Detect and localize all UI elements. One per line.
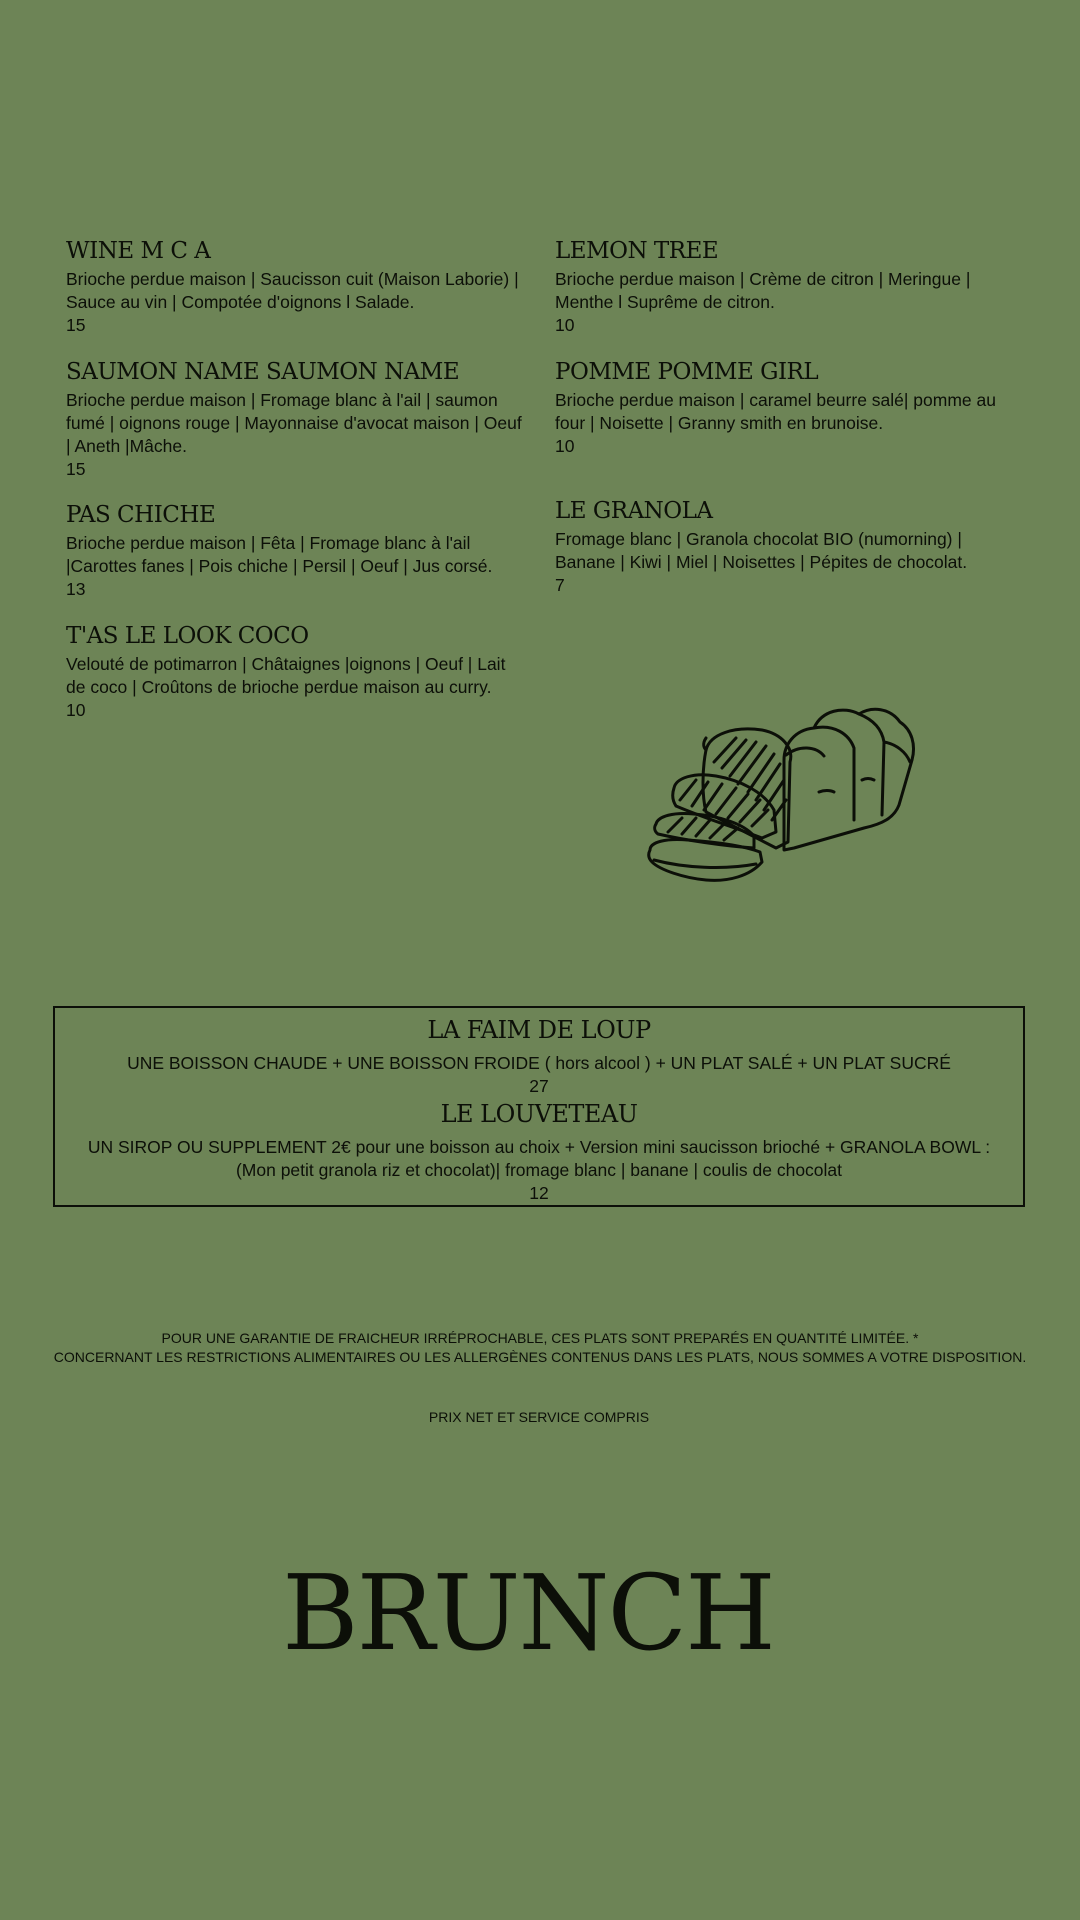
dish-title: SAUMON NAME SAUMON NAME (66, 359, 460, 385)
dish-saumon-name (66, 357, 526, 481)
prices-note: PRIX NET ET SERVICE COMPRIS (428, 1409, 650, 1425)
dish-description: Fromage blanc | Granola chocolat BIO (numorning) | Banane | Kiwi | Miel | Noisettes | Pépites de chocolat. (555, 529, 968, 572)
dish-lemon-tree (555, 236, 1015, 337)
dish-title: WINE M C A (66, 238, 211, 264)
dish-description: Brioche perdue maison | Saucisson cuit (Maison Laborie) | Sauce au vin | Compotée d'oignons l Salade. (66, 269, 519, 312)
dish-pomme-pomme-girl (555, 357, 1010, 458)
dish-price: 10 (555, 315, 575, 335)
formula-title-faim-de-loup: LA FAIM DE LOUP (427, 1016, 651, 1044)
dish-le-granola (555, 496, 1015, 597)
dish-price: 13 (66, 579, 86, 599)
dish-price: 15 (66, 315, 86, 335)
dish-price: 10 (555, 436, 575, 456)
dish-price: 15 (66, 459, 86, 479)
dish-price: 7 (555, 575, 565, 595)
dish-description: Brioche perdue maison | Fromage blanc à l'ail | saumon fumé | oignons rouge | Mayonnaise d'avocat maison | Oeuf | Aneth |Mâche. (66, 390, 522, 456)
dish-description: Brioche perdue maison | Crème de citron | Meringue | Menthe l Suprême de citron. (555, 269, 971, 312)
allergens-note: CONCERNANT LES RESTRICTIONS ALIMENTAIRES OU LES ALLERGÈNES CONTENUS DANS LES PLATS, NOUS SOMMES A VOTRE DISPOSITION. (53, 1349, 1027, 1365)
formula-price-louveteau: 12 (529, 1183, 549, 1203)
formula-description-louveteau-line2: (Mon petit granola riz et chocolat)| fromage blanc | banane | coulis de chocolat (235, 1160, 843, 1180)
dish-title: T'AS LE LOOK COCO (66, 623, 309, 649)
formula-box (53, 1006, 1025, 1207)
formula-price-faim-de-loup: 27 (529, 1076, 549, 1096)
formula-description-faim-de-loup: UNE BOISSON CHAUDE + UNE BOISSON FROIDE ( hors alcool ) + UN PLAT SALÉ + UN PLAT SUCRÉ (127, 1053, 951, 1073)
dish-title: LEMON TREE (555, 238, 719, 264)
dish-description: Brioche perdue maison | Fêta | Fromage blanc à l'ail |Carottes fanes | Pois chiche | Persil | Oeuf | Jus corsé. (66, 533, 493, 576)
formula-description-louveteau-line1: UN SIROP OU SUPPLEMENT 2€ pour une boisson au choix + Version mini saucisson brioché + GRANOLA BOWL : (87, 1137, 991, 1157)
dish-tas-le-look-coco (66, 621, 516, 722)
dish-wine-mca (66, 236, 526, 337)
brioche-loaf-icon (644, 700, 916, 892)
dish-description: Brioche perdue maison | caramel beurre salé| pomme au four | Noisette | Granny smith en brunoise. (555, 390, 996, 433)
dish-title: PAS CHICHE (66, 502, 216, 528)
dish-title: LE GRANOLA (555, 498, 713, 524)
formula-title-louveteau: LE LOUVETEAU (440, 1100, 638, 1128)
dish-description: Velouté de potimarron | Châtaignes |oignons | Oeuf | Lait de coco | Croûtons de brioche perdue maison au curry. (66, 654, 506, 697)
dish-pas-chiche (66, 500, 516, 601)
dish-price: 10 (66, 700, 86, 720)
page-title: BRUNCH (282, 1552, 774, 1674)
dish-title: POMME POMME GIRL (555, 359, 819, 385)
freshness-note: POUR UNE GARANTIE DE FRAICHEUR IRRÉPROCHABLE, CES PLATS SONT PREPARÉS EN QUANTITÉ LIMITÉE. * (161, 1330, 919, 1346)
